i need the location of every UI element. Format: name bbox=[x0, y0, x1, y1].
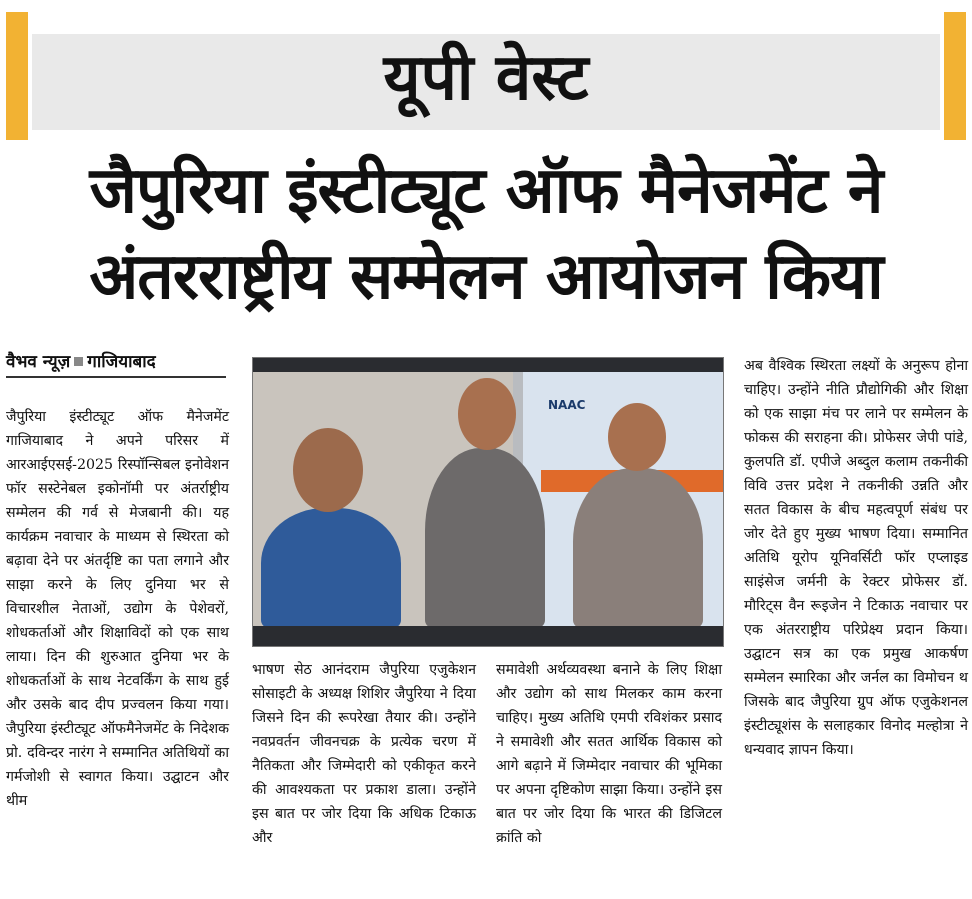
article-column-2: भाषण सेठ आनंदराम जैपुरिया एजुकेशन सोसाइटी के अध्यक्ष शिशिर जैपुरिया ने दिया जिसने दिन की रूपरेखा तैयार की। उन्होंने नवप्रवर्तन जीवनचक्र के प्रत्येक चरण में नैतिकता और जिम्मेदारी को एकीकृत करने की आवश्यकता पर प्रकाश डाला। उन्होंने इस बात पर जोर दिया कि अधिक टिकाऊ और bbox=[252, 662, 476, 846]
byline bbox=[6, 350, 226, 378]
article-column-1: जैपुरिया इंस्टीट्यूट ऑफ मैनेजमेंट गाजियाबाद ने अपने परिसर में आरआईएसई-2025 रिस्पॉन्सिबल इनोवेशन फॉर सस्टेनेबल इकोनॉमी पर अंतर्राष्ट्रीय सम्मेलन की गर्व से मेजबानी की। यह कार्यक्रम नवाचार के माध्यम से स्थिरता को बढ़ावा देने पर अंतर्दृष्टि का पता लगाने और साझा करने के लिए दुनिया भर से विचारशील नेताओं, उद्योग के पेशेवरों, शोधकर्ताओं और शिक्षाविदों को एक साथ लाया। दिन की शुरुआत दुनिया भर के शोधकर्ताओं के साथ नेटवर्किंग के साथ हुई और उसके बाद दीप प्रज्वलन किया गया। जैपुरिया इंस्टीट्यूट ऑफमैनेजमेंट के निदेशक प्रो. दविन्दर नारंग ने सम्मानित अतिथियों का गर्मजोशी से स्वागत किया। उद्घाटन और थीम bbox=[6, 409, 229, 809]
section-banner bbox=[6, 12, 966, 140]
person-grey-suit-head bbox=[458, 378, 516, 450]
video-call-bottom-bar bbox=[253, 626, 723, 646]
headline-line-1: जैपुरिया इंस्टीट्यूट ऑफ मैनेजमेंट ने bbox=[89, 154, 883, 228]
conference-photo bbox=[252, 357, 724, 647]
square-separator-icon bbox=[74, 357, 83, 366]
video-call-top-bar bbox=[253, 358, 723, 372]
person-vest bbox=[573, 468, 703, 628]
headline-line-2: अंतरराष्ट्रीय सम्मेलन आयोजन किया bbox=[89, 240, 883, 314]
naac-logo-text: NAAC bbox=[548, 398, 586, 412]
person-seated-head bbox=[293, 428, 363, 512]
article-column-4: अब वैश्विक स्थिरता लक्ष्यों के अनुरूप होना चाहिए। उन्होंने नीति प्रौद्योगिकी और शिक्षा को एक साझा मंच पर लाने पर सम्मेलन के फोकस की सराहना की। प्रोफेसर जेपी पांडे, कुलपति डॉ. एपीजे अब्दुल कलाम तकनीकी विवि उत्तर प्रदेश ने तकनीकी उन्नति और सतत विकास के बीच महत्वपूर्ण संबंध पर जोर देते हुए मुख्य भाषण दिया। सम्मानित अतिथि यूरोप यूनिवर्सिटी फॉर एप्लाइड साइंसेज जर्मनी के रेक्टर प्रोफेसर डॉ. मौरिट्स वैन रूइजेन ने टिकाऊ नवाचार पर एक अंतरराष्ट्रीय परिप्रेक्ष्य प्रदान किया। उद्घाटन सत्र का एक प्रमुख आकर्षण सम्मेलन स्मारिका और जर्नल का विमोचन थ जिसके बाद जैपुरिया ग्रुप ऑफ एजुकेशनल इंस्टीट्यूशंस के सलाहकार विनोद मल्होत्रा ने धन्यवाद ज्ञापन किया। bbox=[744, 358, 968, 758]
byline-source: वैभव न्यूज़ bbox=[6, 352, 71, 372]
byline-city: गाजियाबाद bbox=[87, 352, 156, 372]
article-column-3: समावेशी अर्थव्यवस्था बनाने के लिए शिक्षा और उद्योग को साथ मिलकर काम करना चाहिए। मुख्य अतिथि एमपी रविशंकर प्रसाद ने समावेशी और सतत आर्थिक विकास को आगे बढ़ाने में जिम्मेदार नवाचार की भूमिका पर अपना दृष्टिकोण साझा किया। उन्होंने इस बात पर जोर दिया कि भारत की डिजिटल क्रांति को bbox=[496, 662, 722, 846]
person-grey-suit bbox=[425, 448, 545, 628]
person-vest-head bbox=[608, 403, 666, 471]
section-label: यूपी वेस्ट bbox=[383, 41, 589, 115]
person-seated bbox=[261, 508, 401, 628]
